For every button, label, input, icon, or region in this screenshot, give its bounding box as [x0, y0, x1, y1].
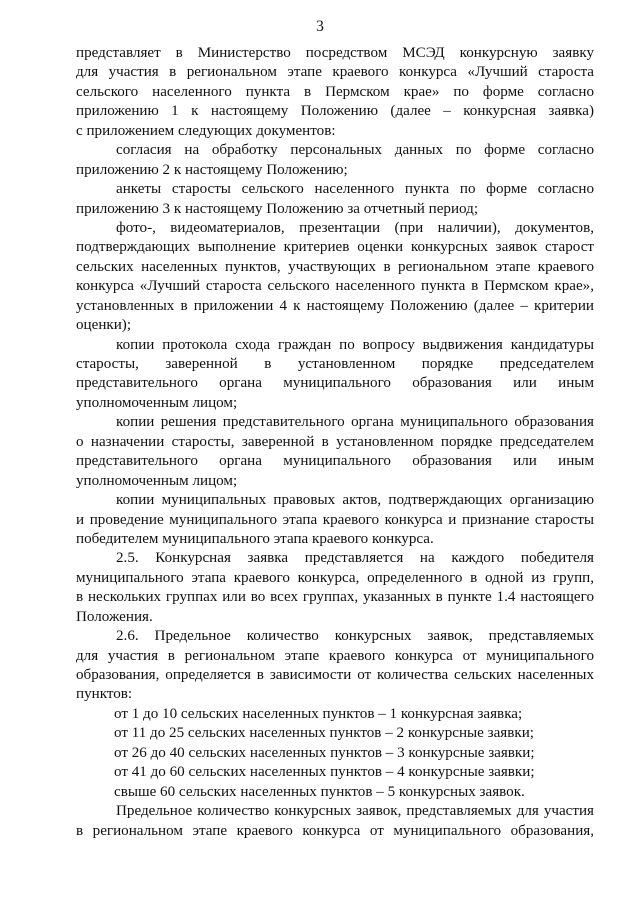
page-number: 3 [316, 18, 324, 35]
text-line: фото-, видеоматериалов, презентации (при наличии), документов, [116, 219, 594, 236]
text-line: представительного органа муниципального образования или иным [76, 453, 594, 470]
text-line: приложению 1 к настоящему Положению (далее – конкурсная заявка) [76, 103, 594, 120]
text-line: уполномоченным лицом; [76, 472, 238, 489]
text-line: в региональном этапе краевого конкурса от муниципального образования, [76, 822, 594, 839]
list-item: от 1 до 10 сельских населенных пунктов – 1 конкурсная заявка; [114, 705, 523, 722]
text-line: с приложением следующих документов: [76, 122, 336, 139]
text-line: Положения. [76, 608, 153, 625]
text-line: конкурса «Лучший староста сельского населенного пункта в Пермском крае», [76, 278, 594, 295]
text-line: в нескольких группах или во всех группах, указанных в пункте 1.4 настоящего [76, 589, 594, 606]
text-line: приложению 3 к настоящему Положению за отчетный период; [76, 200, 479, 217]
text-line: победителем муниципального этапа краевого конкурса. [76, 530, 434, 547]
text-line: сельских населенных пунктов, участвующих в региональном этапе краевого [76, 258, 594, 275]
text-line: для участия в региональном этапе краевого конкурса «Лучший староста [76, 64, 594, 81]
text-line: приложению 2 к настоящему Положению; [76, 161, 348, 178]
text-line: согласия на обработку персональных данных по форме согласно [116, 142, 594, 159]
text-line: сельского населенного пункта в Пермском крае» по форме согласно [76, 83, 594, 100]
text-line: о назначении старосты, заверенной в установленном порядке председателем [76, 433, 594, 450]
list-item: от 11 до 25 сельских населенных пунктов – 2 конкурсные заявки; [114, 725, 534, 742]
text-line: 2.6. Предельное количество конкурсных заявок, представляемых [116, 628, 594, 645]
text-line: установленных в приложении 4 к настоящему Положению (далее – критерии [76, 297, 594, 314]
list-item: от 41 до 60 сельских населенных пунктов – 4 конкурсные заявки; [114, 764, 535, 781]
text-line: оценки); [76, 317, 132, 334]
text-line: уполномоченным лицом; [76, 394, 238, 411]
text-line: копии протокола схода граждан по вопросу выдвижения кандидатуры [116, 336, 594, 353]
text-line: образования, определяется в зависимости от количества сельских населенных [76, 667, 594, 683]
text-line: копии решения представительного органа муниципального образования [116, 414, 594, 431]
text-line: представляет в Министерство посредством МСЭД конкурсную заявку [76, 45, 594, 61]
text-line: анкеты старосты сельского населенного пункта по форме согласно [116, 181, 594, 198]
text-line: для участия в региональном этапе краевого конкурса от муниципального [76, 647, 594, 664]
document-body [76, 44, 594, 841]
text-line: и проведение муниципального этапа краевого конкурса и признание старосты [76, 511, 594, 528]
text-line: представительного органа муниципального образования или иным [76, 375, 594, 392]
list-item: от 26 до 40 сельских населенных пунктов – 3 конкурсные заявки; [114, 744, 535, 761]
list-item: свыше 60 сельских населенных пунктов – 5 конкурсных заявок. [114, 783, 525, 800]
text-line: пунктов: [76, 686, 133, 703]
text-line: копии муниципальных правовых актов, подтверждающих организацию [116, 492, 594, 509]
text-line: старосты, заверенной в установленном порядке председателем [76, 356, 594, 372]
text-line: подтверждающих выполнение критериев оценки конкурсных заявок старост [76, 239, 594, 256]
text-line: муниципального этапа краевого конкурса, определенного в одной из групп, [76, 569, 594, 586]
text-line: Предельное количество конкурсных заявок, представляемых для участия [116, 803, 594, 820]
text-line: 2.5. Конкурсная заявка представляется на каждого победителя [116, 550, 594, 567]
